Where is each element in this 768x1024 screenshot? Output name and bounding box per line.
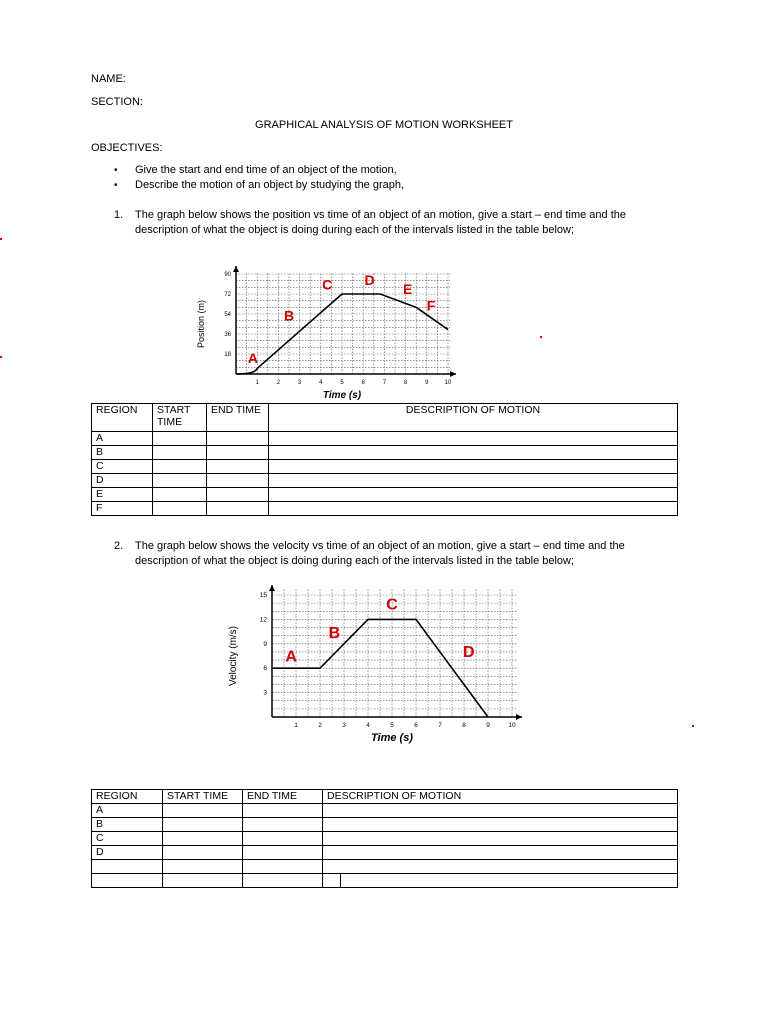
region-label: F xyxy=(426,297,436,314)
end-time-cell[interactable] xyxy=(243,860,323,874)
region-label: B xyxy=(328,625,341,643)
x-tick-label: 6 xyxy=(414,722,418,729)
end-time-cell[interactable] xyxy=(207,474,269,488)
y-tick-label: 18 xyxy=(224,352,231,358)
x-tick-label: 3 xyxy=(342,722,346,729)
x-tick-label: 8 xyxy=(462,722,466,729)
question-2-text: The graph below shows the velocity vs time of an object of an motion, give a start – end time and the description of what the object is doing during each of the intervals listed in the table below; xyxy=(135,540,625,567)
velocity-time-graph xyxy=(222,584,522,750)
position-time-graph xyxy=(190,262,460,400)
end-time-cell[interactable] xyxy=(243,818,323,832)
question-2-table xyxy=(91,789,678,888)
x-tick-label: 3 xyxy=(297,380,302,386)
bullet-icon: • xyxy=(114,165,118,176)
x-tick-label: 5 xyxy=(390,722,394,729)
x-tick-label: 2 xyxy=(276,380,281,386)
region-label: A xyxy=(285,648,297,666)
objective-item: Give the start and end time of an object of the motion, xyxy=(135,164,397,176)
x-tick-label: 4 xyxy=(366,722,370,729)
description-cell[interactable] xyxy=(323,874,341,888)
start-time-cell[interactable] xyxy=(153,460,207,474)
description-cell[interactable] xyxy=(323,860,678,874)
y-tick-label: 90 xyxy=(224,272,231,278)
x-axis-label: Time (s) xyxy=(322,390,362,400)
start-time-cell[interactable] xyxy=(163,832,243,846)
end-time-cell[interactable] xyxy=(207,488,269,502)
region-cell: D xyxy=(92,846,163,860)
x-tick-label: 5 xyxy=(340,380,344,386)
question-2-number: 2. xyxy=(114,540,124,552)
table-row xyxy=(92,846,678,860)
table-row xyxy=(92,474,678,488)
header-description: DESCRIPTION OF MOTION xyxy=(323,790,678,804)
description-cell[interactable] xyxy=(323,832,678,846)
end-time-cell[interactable] xyxy=(207,432,269,446)
description-cell[interactable] xyxy=(269,432,678,446)
end-time-cell[interactable] xyxy=(207,446,269,460)
x-tick-label: 6 xyxy=(361,380,365,386)
stray-mark xyxy=(540,336,542,338)
end-time-cell[interactable] xyxy=(243,846,323,860)
region-cell: E xyxy=(92,488,153,502)
y-tick-label: 15 xyxy=(259,592,267,599)
description-cell[interactable] xyxy=(269,446,678,460)
x-tick-label: 7 xyxy=(438,722,442,729)
stray-mark xyxy=(692,725,694,727)
region-label: B xyxy=(283,307,295,324)
start-time-cell[interactable] xyxy=(163,846,243,860)
region-cell: D xyxy=(92,474,153,488)
question-1-table xyxy=(91,403,678,516)
header-description: DESCRIPTION OF MOTION xyxy=(269,404,678,432)
region-cell: C xyxy=(92,460,153,474)
x-axis-arrow-icon xyxy=(516,714,522,720)
end-time-cell[interactable] xyxy=(207,502,269,516)
start-time-cell[interactable] xyxy=(163,874,243,888)
x-tick-label: 7 xyxy=(382,380,387,386)
region-label: A xyxy=(247,349,259,366)
bullet-icon: • xyxy=(114,180,118,191)
table-row xyxy=(92,488,678,502)
start-time-cell[interactable] xyxy=(153,488,207,502)
start-time-cell[interactable] xyxy=(163,818,243,832)
table-row xyxy=(92,832,678,846)
table-row xyxy=(92,460,678,474)
region-label: D xyxy=(463,643,475,661)
question-1-text: The graph below shows the position vs time of an object of an motion, give a start – end time and the description of what the object is doing during each of the intervals listed in the table below; xyxy=(135,209,627,236)
x-tick-label: 8 xyxy=(403,380,408,386)
table-row xyxy=(92,432,678,446)
stray-mark xyxy=(0,356,2,358)
header-region: REGION xyxy=(92,790,163,804)
description-cell[interactable] xyxy=(323,818,678,832)
description-cell[interactable] xyxy=(341,874,678,888)
x-tick-label: 4 xyxy=(319,380,323,386)
start-time-cell[interactable] xyxy=(163,804,243,818)
x-tick-label: 10 xyxy=(508,722,516,729)
description-cell[interactable] xyxy=(269,502,678,516)
section-label: SECTION: xyxy=(91,96,143,108)
y-tick-label: 12 xyxy=(259,616,267,624)
header-end-time: END TIME xyxy=(207,404,269,432)
y-tick-label: 3 xyxy=(263,689,267,697)
region-label: C xyxy=(322,276,333,293)
region-cell: C xyxy=(92,832,163,846)
region-label: D xyxy=(364,272,375,289)
description-cell[interactable] xyxy=(269,488,678,502)
description-cell[interactable] xyxy=(269,460,678,474)
table-row xyxy=(92,874,678,888)
y-axis-label: Velocity (m/s) xyxy=(228,625,239,687)
y-tick-label: 54 xyxy=(224,312,231,318)
start-time-cell[interactable] xyxy=(153,474,207,488)
region-cell: B xyxy=(92,446,153,460)
x-tick-label: 2 xyxy=(318,722,322,729)
table-row xyxy=(92,860,678,874)
stray-mark xyxy=(0,238,2,240)
region-cell xyxy=(92,874,163,888)
worksheet-title: GRAPHICAL ANALYSIS OF MOTION WORKSHEET xyxy=(255,119,513,131)
description-cell[interactable] xyxy=(323,846,678,860)
x-tick-label: 9 xyxy=(486,722,490,729)
start-time-cell[interactable] xyxy=(153,502,207,516)
x-tick-label: 1 xyxy=(255,380,259,386)
header-start-time: START TIME xyxy=(163,790,243,804)
y-axis-label: Position (m) xyxy=(196,299,206,349)
table-row xyxy=(92,502,678,516)
region-label: E xyxy=(403,281,413,297)
end-time-cell[interactable] xyxy=(243,832,323,846)
x-tick-label: 9 xyxy=(425,380,429,386)
x-tick-label: 1 xyxy=(294,722,298,729)
header-start-time: START TIME xyxy=(153,404,207,432)
table-row xyxy=(92,804,678,818)
description-cell[interactable] xyxy=(323,804,678,818)
y-tick-label: 36 xyxy=(224,332,231,338)
region-label: C xyxy=(386,596,398,614)
name-label: NAME: xyxy=(91,73,126,85)
region-cell: B xyxy=(92,818,163,832)
region-cell: F xyxy=(92,502,153,516)
header-region: REGION xyxy=(92,404,153,432)
y-axis-arrow-icon xyxy=(269,585,275,591)
end-time-cell[interactable] xyxy=(243,874,323,888)
region-cell: A xyxy=(92,804,163,818)
start-time-cell[interactable] xyxy=(153,446,207,460)
description-cell[interactable] xyxy=(269,474,678,488)
end-time-cell[interactable] xyxy=(207,460,269,474)
objectives-heading: OBJECTIVES: xyxy=(91,142,163,154)
start-time-cell[interactable] xyxy=(153,432,207,446)
start-time-cell[interactable] xyxy=(163,860,243,874)
header-end-time: END TIME xyxy=(243,790,323,804)
question-1-number: 1. xyxy=(114,209,124,221)
y-tick-label: 6 xyxy=(263,665,267,673)
end-time-cell[interactable] xyxy=(243,804,323,818)
y-tick-label: 72 xyxy=(224,292,231,298)
x-axis-arrow-icon xyxy=(450,371,456,377)
table-row xyxy=(92,818,678,832)
x-tick-label: 10 xyxy=(444,380,452,386)
table-row xyxy=(92,446,678,460)
objective-item: Describe the motion of an object by studying the graph, xyxy=(135,179,405,191)
x-axis-label: Time (s) xyxy=(371,732,413,744)
y-axis-arrow-icon xyxy=(233,266,239,272)
y-tick-label: 9 xyxy=(263,640,267,648)
region-cell xyxy=(92,860,163,874)
region-cell: A xyxy=(92,432,153,446)
